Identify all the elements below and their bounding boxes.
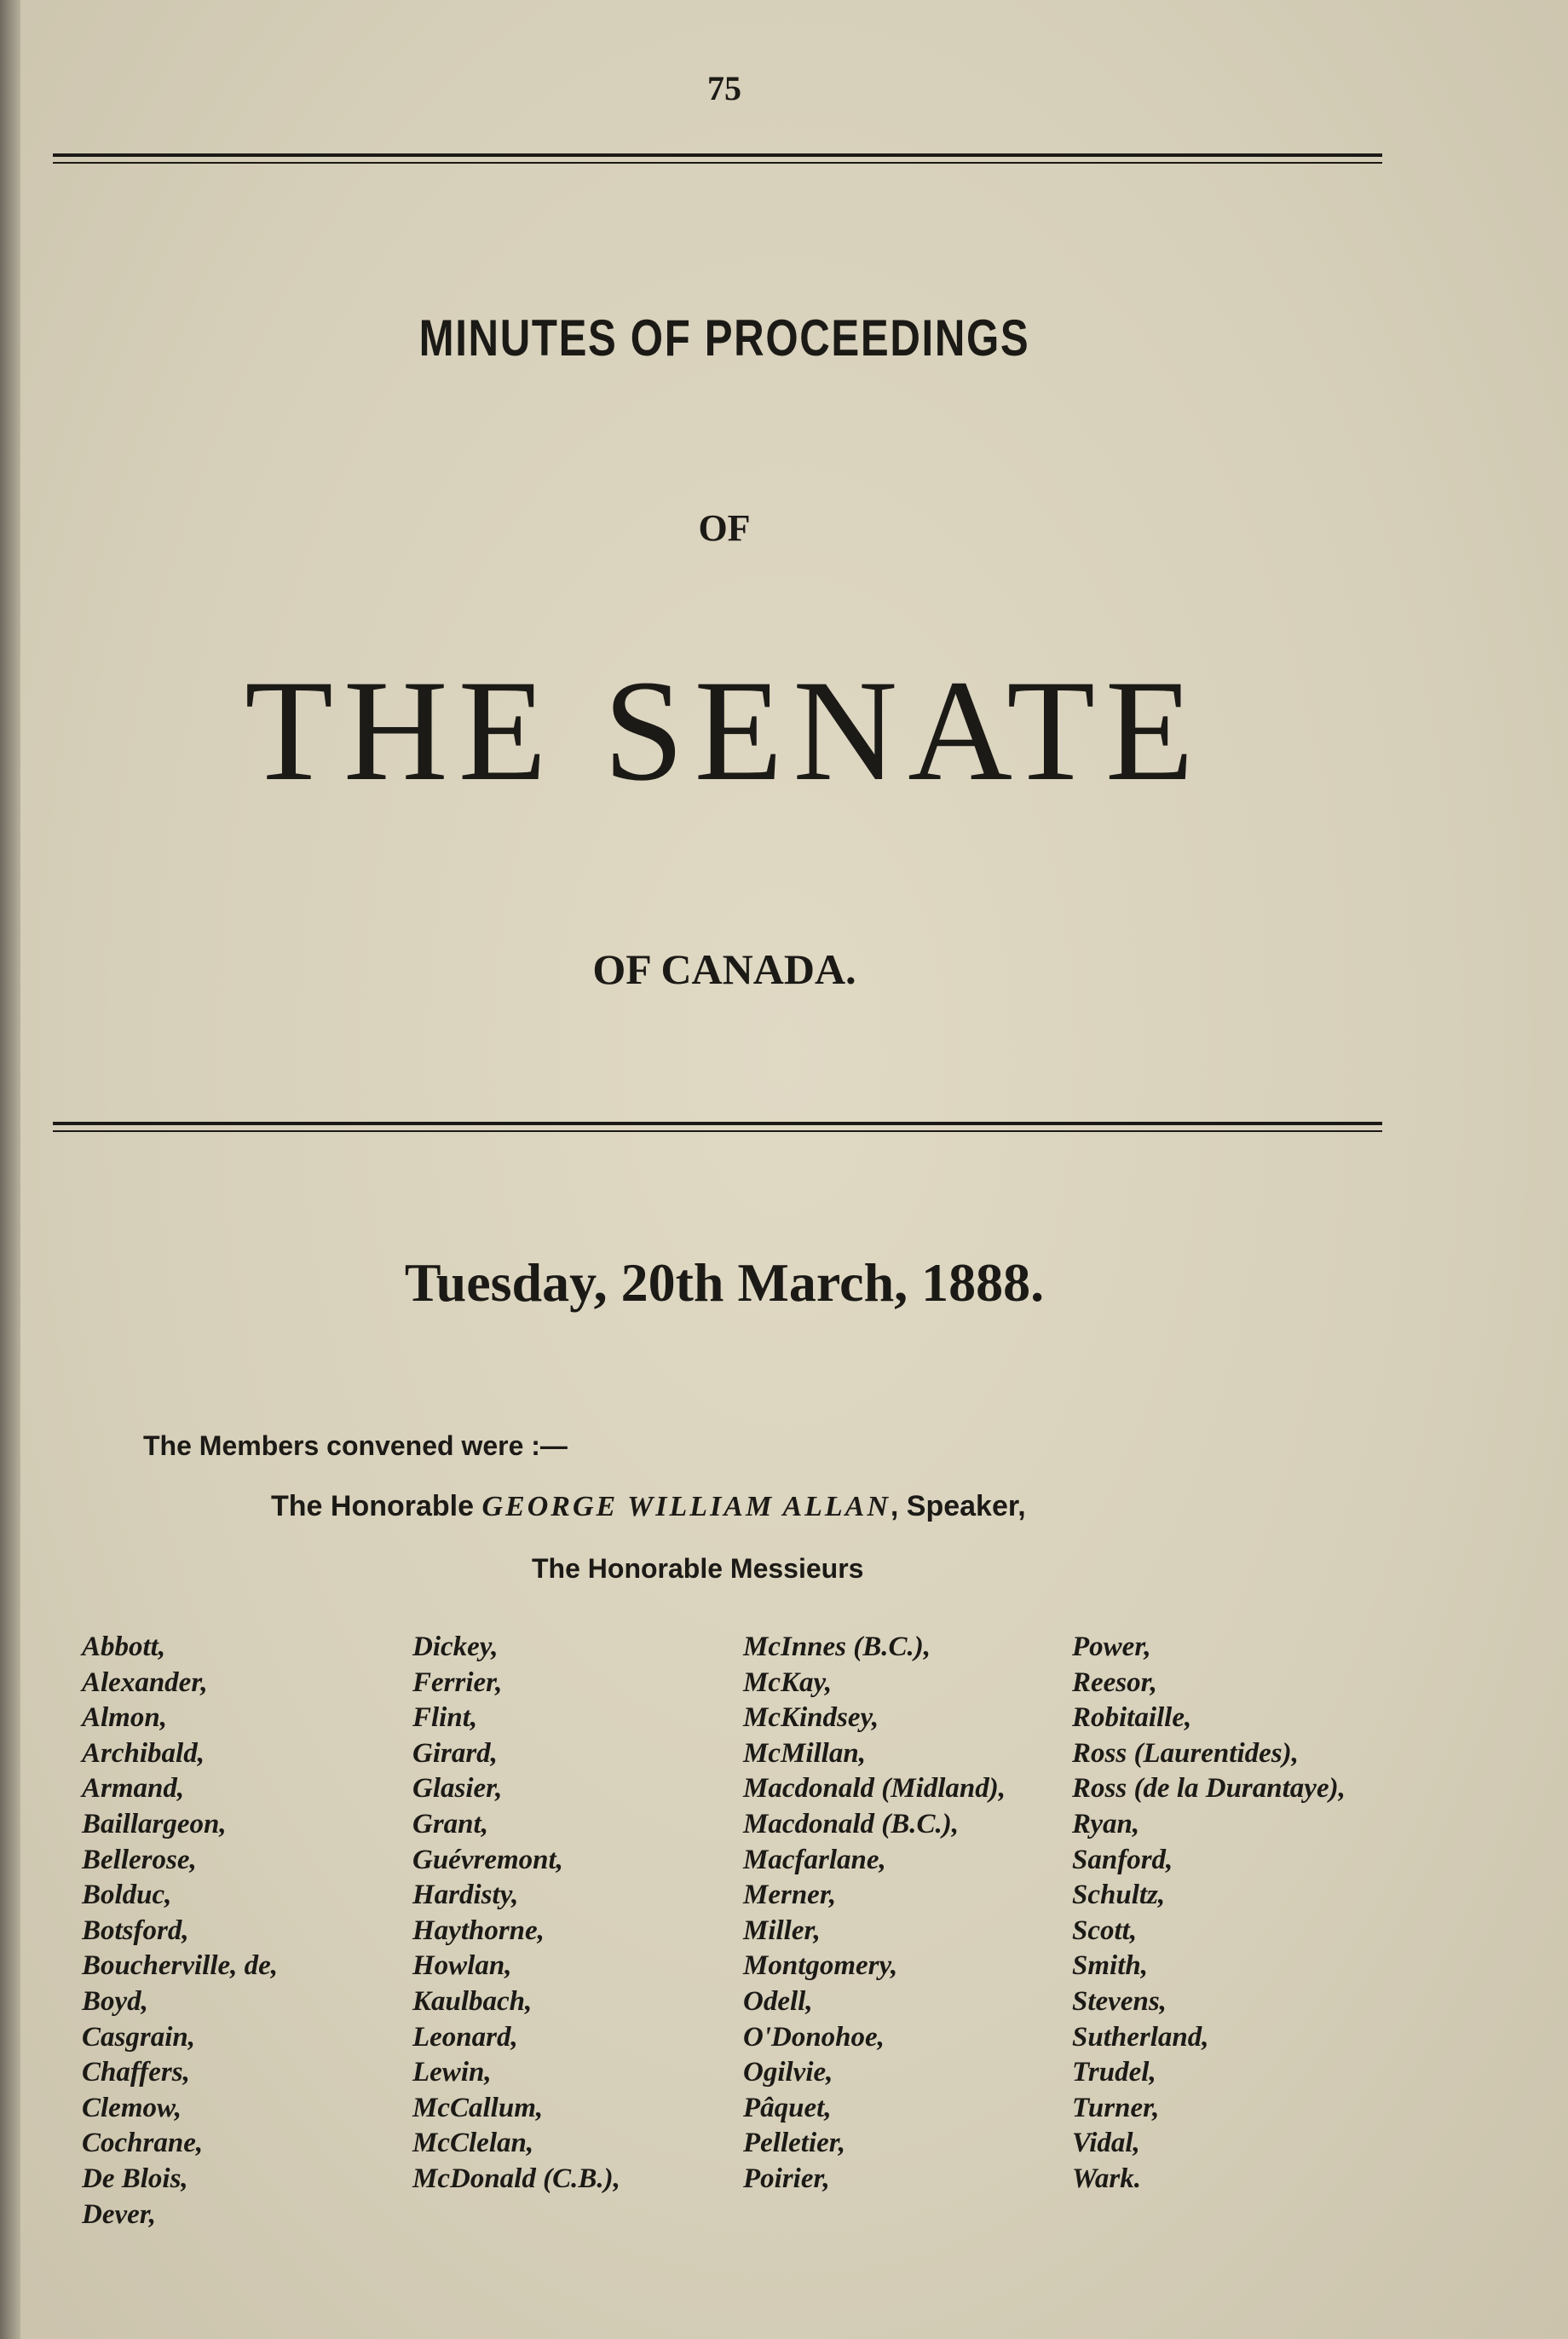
member-name: Chaffers, bbox=[82, 2057, 190, 2088]
member-name: Guévremont, bbox=[412, 1844, 563, 1875]
member-name: Clemow, bbox=[82, 2092, 182, 2123]
member-name: Casgrain, bbox=[82, 2021, 195, 2053]
member-name: Boyd, bbox=[82, 1985, 148, 2017]
members-column-4 bbox=[1072, 1630, 1346, 2198]
member-name: Girard, bbox=[412, 1737, 498, 1769]
member-name: McKindsey, bbox=[743, 1702, 879, 1734]
member-name: Dickey, bbox=[412, 1632, 499, 1662]
member-name: Bellerose, bbox=[82, 1844, 197, 1875]
members-column-2 bbox=[412, 1630, 620, 2198]
member-name: Sanford, bbox=[1072, 1844, 1173, 1875]
member-name: De Blois, bbox=[82, 2163, 188, 2194]
member-name: Smith, bbox=[1072, 1950, 1148, 1982]
speaker-name: GEORGE WILLIAM ALLAN bbox=[481, 1491, 891, 1522]
member-name: Flint, bbox=[412, 1702, 478, 1734]
member-name: Montgomery, bbox=[743, 1950, 898, 1982]
sitting-date: Tuesday, 20th March, 1888. bbox=[404, 1252, 1045, 1313]
page-number: 75 bbox=[707, 69, 741, 107]
member-name: Macdonald (Midland), bbox=[743, 1773, 1006, 1805]
member-name: McClelan, bbox=[412, 2128, 534, 2159]
member-name: Alexander, bbox=[82, 1666, 208, 1698]
member-name: Stevens, bbox=[1072, 1985, 1167, 2017]
speaker-prefix: The Honorable bbox=[271, 1490, 475, 1522]
member-name: O'Donohoe, bbox=[743, 2021, 885, 2053]
member-name: Macfarlane, bbox=[743, 1844, 886, 1875]
middle-rule bbox=[53, 1122, 1382, 1125]
member-name: McMillan, bbox=[743, 1737, 866, 1769]
title-of: OF bbox=[698, 507, 751, 549]
member-name: Botsford, bbox=[82, 1915, 189, 1946]
member-name: Lewin, bbox=[412, 2057, 492, 2088]
member-name: Trudel, bbox=[1072, 2057, 1156, 2088]
member-name: Merner, bbox=[743, 1880, 837, 1911]
members-column-3 bbox=[743, 1630, 1006, 2198]
member-name: McKay, bbox=[743, 1666, 833, 1698]
member-name: Archibald, bbox=[82, 1737, 205, 1769]
member-name: Bolduc, bbox=[82, 1880, 172, 1911]
member-name: Pelletier, bbox=[743, 2128, 846, 2159]
member-name: Turner, bbox=[1072, 2092, 1160, 2123]
member-name: Howlan, bbox=[412, 1950, 512, 1982]
member-name: Miller, bbox=[743, 1915, 821, 1946]
members-column-1 bbox=[82, 1630, 278, 2232]
member-name: Armand, bbox=[82, 1773, 185, 1805]
member-name: Robitaille, bbox=[1072, 1702, 1192, 1734]
top-rule-thin bbox=[53, 162, 1382, 164]
member-name: Kaulbach, bbox=[412, 1985, 533, 2017]
member-name: Abbott, bbox=[82, 1632, 166, 1662]
convened-heading: The Members convened were :— bbox=[143, 1430, 568, 1461]
member-name: Almon, bbox=[82, 1702, 167, 1734]
member-name: Hardisty, bbox=[412, 1880, 519, 1911]
member-name: Ross (Laurentides), bbox=[1072, 1737, 1299, 1769]
member-name: Reesor, bbox=[1072, 1666, 1157, 1698]
messieurs-heading: The Honorable Messieurs bbox=[532, 1553, 864, 1584]
member-name: Dever, bbox=[82, 2198, 157, 2230]
member-name: Ogilvie, bbox=[743, 2057, 833, 2088]
member-name: Odell, bbox=[743, 1985, 813, 2017]
member-name: Power, bbox=[1072, 1632, 1151, 1662]
member-name: Wark. bbox=[1072, 2163, 1141, 2194]
member-name: Leonard, bbox=[412, 2021, 518, 2053]
member-name: Baillargeon, bbox=[82, 1808, 227, 1839]
senate-title: THE SENATE bbox=[245, 650, 1204, 811]
minutes-title: MINUTES OF PROCEEDINGS bbox=[418, 309, 1030, 367]
member-name: Ryan, bbox=[1072, 1808, 1140, 1839]
member-name: Grant, bbox=[412, 1808, 488, 1839]
member-name: Glasier, bbox=[412, 1773, 503, 1805]
member-name: Ferrier, bbox=[412, 1666, 503, 1698]
page-gutter-shadow bbox=[0, 0, 20, 2339]
middle-rule-thin bbox=[53, 1130, 1382, 1132]
member-name: Scott, bbox=[1072, 1915, 1138, 1946]
member-name: McCallum, bbox=[412, 2092, 544, 2123]
member-name: Pâquet, bbox=[743, 2092, 832, 2123]
canada-title: OF CANADA. bbox=[592, 945, 856, 993]
member-name: Poirier, bbox=[743, 2163, 830, 2194]
member-name: Vidal, bbox=[1072, 2128, 1140, 2159]
member-name: Sutherland, bbox=[1072, 2021, 1209, 2053]
speaker-line bbox=[271, 1490, 1026, 1523]
member-name: Haythorne, bbox=[412, 1915, 545, 1946]
member-name: Boucherville, de, bbox=[82, 1950, 279, 1982]
member-name: Schultz, bbox=[1072, 1880, 1166, 1911]
top-rule bbox=[53, 153, 1382, 157]
speaker-suffix: , Speaker, bbox=[890, 1490, 1026, 1522]
member-name: Cochrane, bbox=[82, 2128, 204, 2159]
member-name: McDonald (C.B.), bbox=[412, 2163, 620, 2194]
member-name: McInnes (B.C.), bbox=[743, 1632, 931, 1662]
member-name: Ross (de la Durantaye), bbox=[1072, 1773, 1346, 1805]
member-name: Macdonald (B.C.), bbox=[743, 1808, 960, 1839]
